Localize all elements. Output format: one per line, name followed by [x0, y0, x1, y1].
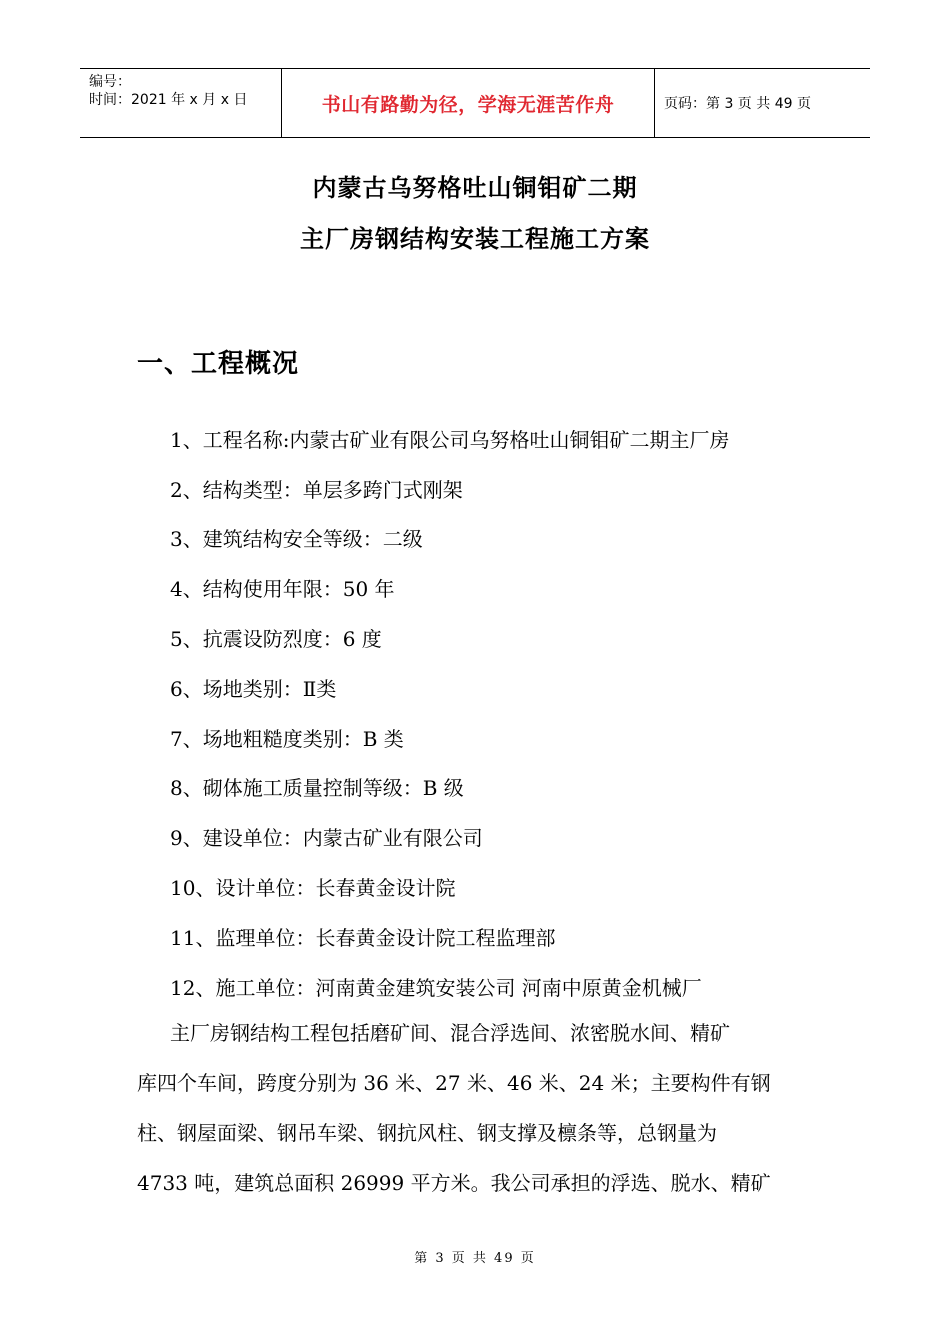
- list-item: 3、建筑结构安全等级：二级: [170, 527, 423, 551]
- paragraph-line: 柱、钢屋面梁、钢吊车梁、钢抗风柱、钢支撑及檩条等，总钢量为: [137, 1121, 717, 1145]
- header-motto-cell: [281, 69, 655, 137]
- page-footer: 第 3 页 共 49 页: [414, 1251, 536, 1266]
- motto-text: 书山有路勤为径，学海无涯苦作舟: [321, 93, 615, 116]
- document-title-line1: 内蒙古乌努格吐山铜钼矿二期: [312, 174, 638, 202]
- header-page-cell: [654, 69, 870, 137]
- list-item: 11、监理单位：长春黄金设计院工程监理部: [170, 926, 556, 950]
- number-label: 编号：: [89, 74, 131, 90]
- list-item: 12、施工单位：河南黄金建筑安装公司 河南中原黄金机械厂: [170, 976, 702, 1000]
- paragraph-line: 4733 吨，建筑总面积 26999 平方米。我公司承担的浮选、脱水、精矿: [137, 1171, 771, 1195]
- header-table: [80, 68, 870, 138]
- list-item: 10、设计单位：长春黄金设计院: [170, 876, 456, 900]
- list-item: 9、建设单位：内蒙古矿业有限公司: [170, 826, 483, 850]
- list-item: 1、工程名称:内蒙古矿业有限公司乌努格吐山铜钼矿二期主厂房: [170, 428, 730, 452]
- list-item: 6、场地类别：Ⅱ类: [170, 677, 337, 701]
- date-label: 时间：2021 年 x 月 x 日: [89, 92, 248, 108]
- document-title-line2: 主厂房钢结构安装工程施工方案: [300, 225, 650, 253]
- list-item: 8、砌体施工质量控制等级：B 级: [170, 776, 464, 800]
- section-heading: 一、工程概况: [137, 349, 300, 379]
- page-info: 页码：第 3 页 共 49 页: [664, 96, 811, 112]
- overview-paragraph: [137, 1008, 817, 1208]
- list-item: 5、抗震设防烈度：6 度: [170, 627, 382, 651]
- paragraph-line: 主厂房钢结构工程包括磨矿间、混合浮选间、浓密脱水间、精矿: [170, 1021, 730, 1045]
- paragraph-line: 库四个车间，跨度分别为 36 米、27 米、46 米、24 米；主要构件有钢: [137, 1071, 771, 1095]
- header-meta-cell: [80, 69, 280, 137]
- list-item: 2、结构类型：单层多跨门式刚架: [170, 478, 463, 502]
- list-item: 4、结构使用年限：50 年: [170, 577, 395, 601]
- list-item: 7、场地粗糙度类别：B 类: [170, 727, 404, 751]
